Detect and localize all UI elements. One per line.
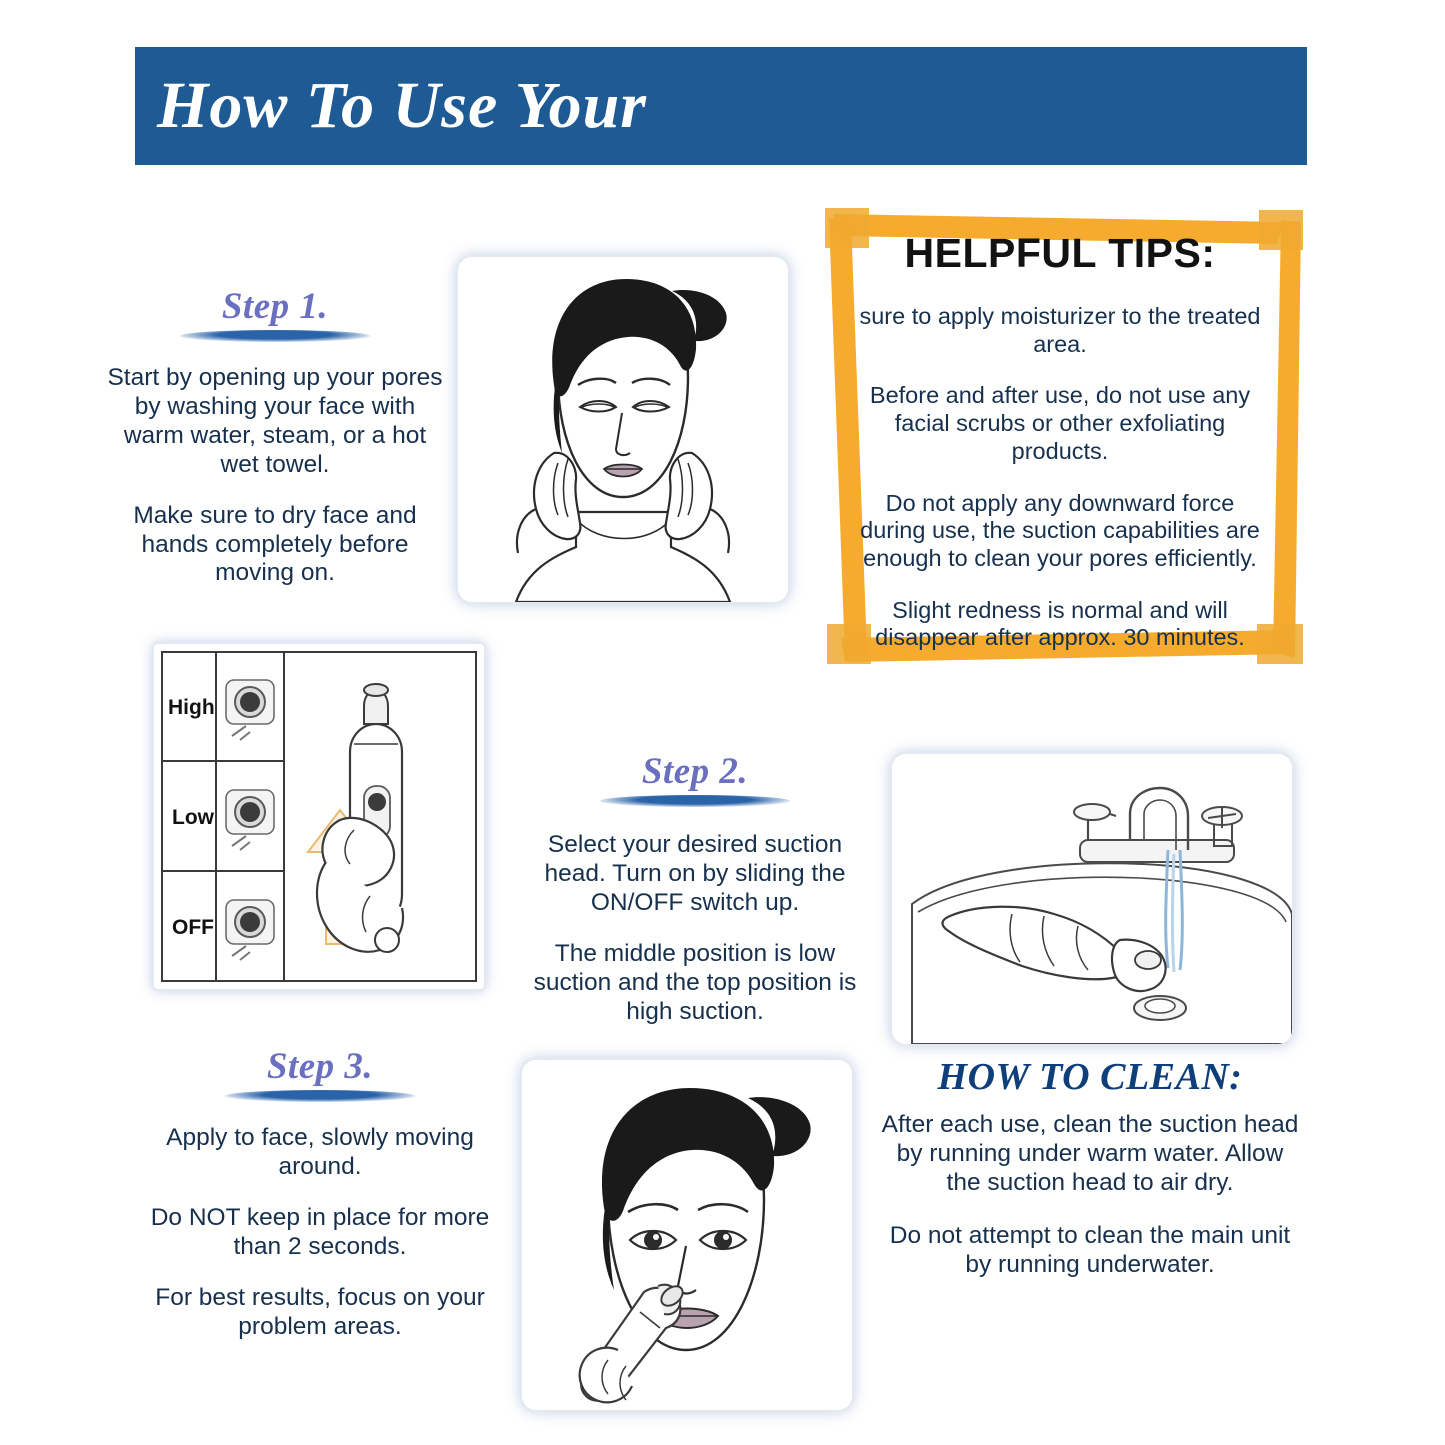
illustration-device-on-face bbox=[520, 1058, 854, 1412]
clean-paragraph: After each use, clean the suction head by running under warm water. Allow the suction head to air dry. bbox=[881, 1111, 1299, 1196]
tips-title: HELPFUL TIPS: bbox=[904, 230, 1216, 276]
illustration-switch-positions bbox=[152, 642, 486, 991]
step-3-label: Step 3. bbox=[266, 1046, 374, 1087]
illustration-face-washing bbox=[456, 255, 790, 604]
step-2-text bbox=[525, 831, 865, 1026]
step-2-underline bbox=[600, 795, 790, 807]
step-1-underline bbox=[180, 330, 370, 342]
step-1-text bbox=[105, 364, 445, 588]
how-to-clean-text bbox=[880, 1111, 1300, 1280]
step-1-paragraph: Start by opening up your pores by washing your face with warm water, steam, or a hot wet towel. bbox=[107, 364, 443, 478]
step-2-block bbox=[525, 750, 865, 1026]
tips-paragraph: Before and after use, do not use any facial scrubs or other exfoliating products. bbox=[869, 382, 1251, 464]
step-2-label: Step 2. bbox=[641, 751, 749, 792]
switch-label-low: Low bbox=[172, 806, 214, 829]
switch-label-off: OFF bbox=[172, 916, 214, 939]
step-2-paragraph: The middle position is low suction and the top position is high suction. bbox=[533, 939, 857, 1025]
step-3-paragraph: Do NOT keep in place for more than 2 seconds. bbox=[150, 1203, 490, 1260]
tips-paragraph: sure to apply moisturizer to the treated area. bbox=[859, 303, 1261, 357]
tips-paragraph: Do not apply any downward force during use, the suction capabilities are enough to clean your pores efficiently. bbox=[860, 489, 1260, 572]
how-to-clean-block bbox=[880, 1055, 1300, 1280]
tips-paragraph: Slight redness is normal and will disappear after approx. 30 minutes. bbox=[875, 596, 1245, 651]
step-1-paragraph: Make sure to dry face and hands completely before moving on. bbox=[133, 501, 417, 587]
step-1-block bbox=[105, 285, 445, 588]
page-title: How To Use Your bbox=[157, 69, 647, 142]
step-3-underline bbox=[225, 1090, 415, 1102]
clean-paragraph: Do not attempt to clean the main unit by running underwater. bbox=[889, 1221, 1291, 1278]
step-3-paragraph: Apply to face, slowly moving around. bbox=[166, 1124, 474, 1180]
illustration-rinsing-under-faucet bbox=[890, 752, 1294, 1046]
how-to-clean-title: HOW TO CLEAN: bbox=[937, 1056, 1243, 1098]
page-header bbox=[135, 47, 1307, 165]
step-3-text bbox=[150, 1124, 490, 1341]
helpful-tips-box bbox=[815, 200, 1305, 670]
tips-text bbox=[855, 303, 1265, 652]
step-1-label: Step 1. bbox=[221, 286, 329, 327]
switch-label-high: High bbox=[168, 696, 215, 719]
step-3-block bbox=[150, 1045, 490, 1341]
step-3-paragraph: For best results, focus on your problem areas. bbox=[155, 1283, 485, 1340]
step-2-paragraph: Select your desired suction head. Turn on by sliding the ON/OFF switch up. bbox=[544, 831, 846, 916]
